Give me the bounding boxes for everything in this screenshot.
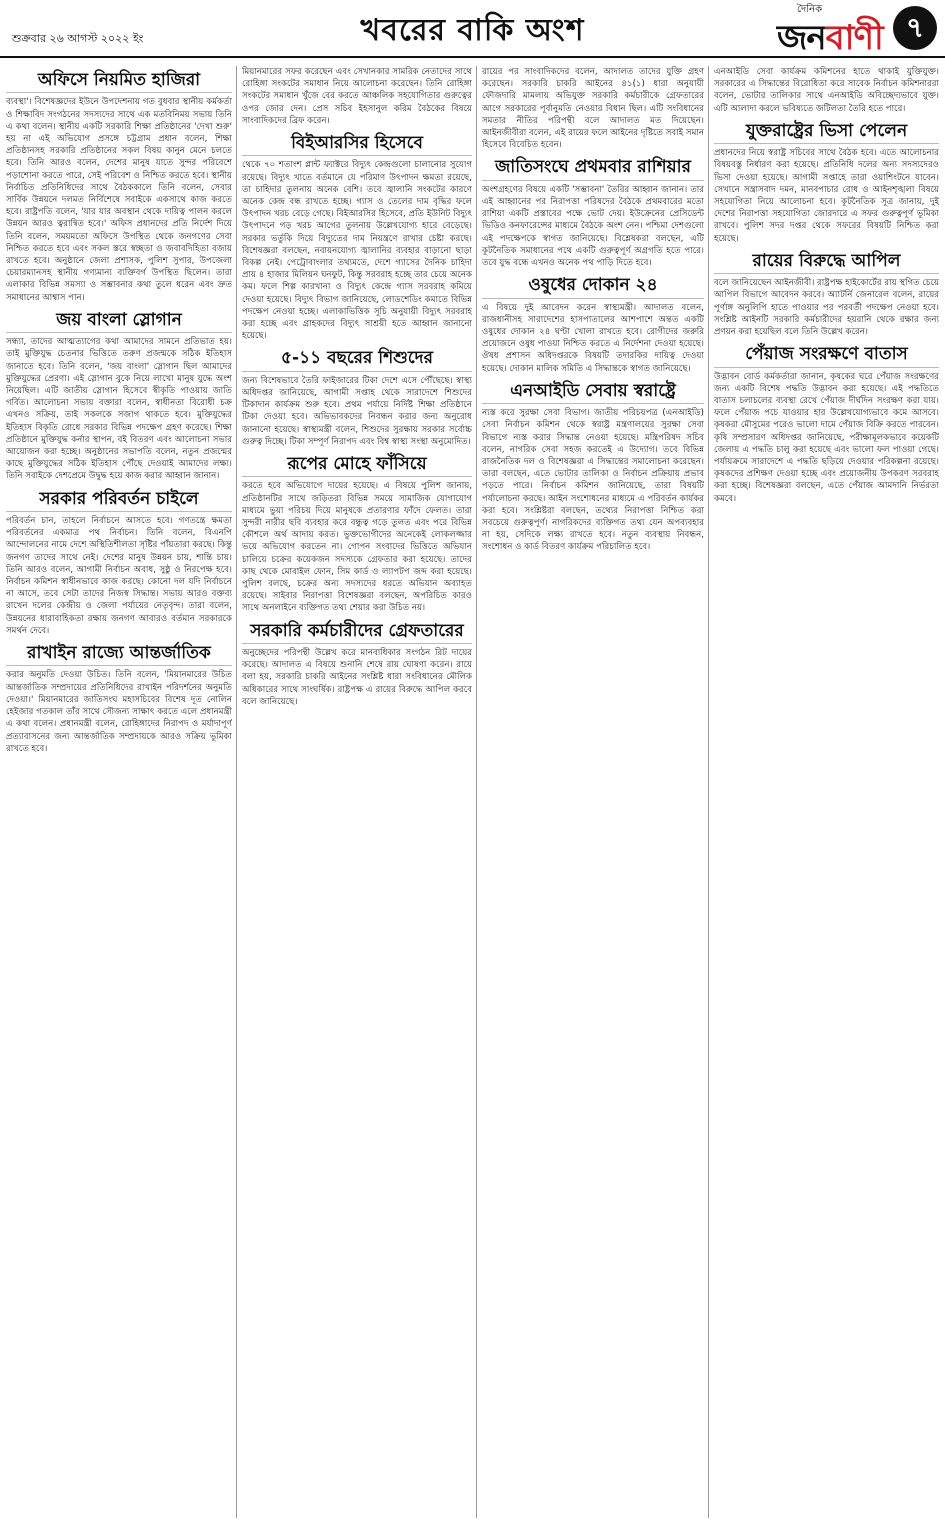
article-headline: জাতিসংঘে প্রথমবার রাশিয়ার [482, 157, 704, 180]
article-body: করার অনুমতি দেওয়া উচিত। তিনি বলেন, 'মিয়ানমারের উচিত আন্তর্জাতিক সম্প্রদায়ের প্রতিনিধিদের রাখাইন পরিদর্শনের অনুমতি দেওয়া।' মিয়ানমারের জাতিসংঘ মহাসচিবের বিশেষ দূত নোলিন হেইজার গতকাল তাঁর সাথে সৌজন্য সাক্ষাৎ করতে এলে প্রধানমন্ত্রী এ কথা বলেন। প্রধানমন্ত্রী বলেন, রোহিঙ্গাদের নিরাপদ ও মর্যাদাপূর্ণ প্রত্যাবাসনের জন্য আন্তর্জাতিক সম্প্রদায়কে আরও সক্রিয় ভূমিকা রাখতে হবে। [6, 670, 232, 754]
article [6, 489, 232, 637]
article-body: পরিবর্তন চান, তাহলে নির্বাচনে আসতে হবে। গণতন্ত্রে ক্ষমতা পরিবর্তনের একমাত্র পথ নির্বাচন। তিনি বলেন, বিএনপি আন্দোলনের নামে দেশে অস্থিতিশীলতা সৃষ্টির পাঁয়তারা করছে। কিন্তু জনগণ তাদের সাথে নেই। দেশের মানুষ উন্নয়ন চায়, শান্তি চায়। তিনি আরও বলেন, আগামী নির্বাচন অবাধ, সুষ্ঠু ও নিরপেক্ষ হবে। নির্বাচন কমিশন স্বাধীনভাবে কাজ করছে। কোনো দল যদি নির্বাচনে না আসে, তবে সেটা তাদের নিজস্ব সিদ্ধান্ত। সভায় আরও বক্তব্য রাখেন দলের কেন্দ্রীয় ও জেলা পর্যায়ের নেতৃবৃন্দ। তারা বলেন, উন্নয়নের ধারাবাহিকতা রক্ষায় জনগণ আবারও বর্তমান সরকারকে সমর্থন দেবে। [6, 516, 232, 636]
article-headline: যুক্তরাষ্ট্রের ভিসা পেলেন [714, 121, 939, 144]
article-body: করতে হবে অভিযোগে দায়ের হয়েছে। এ বিষয়ে পুলিশ জানায়, প্রতিষ্ঠানটির সাথে জড়িতরা বিভিন্ন সময়ে সামাজিক যোগাযোগ মাধ্যমে ভুয়া পরিচয় দিয়ে মানুষকে প্রতারণার ফাঁদে ফেলত। তারা সুন্দরী নারীর ছবি ব্যবহার করে বন্ধুত্ব গড়ে তুলত এবং পরে বিভিন্ন কৌশলে অর্থ আদায় করত। ভুক্তভোগীদের অনেকেই লোকলজ্জার ভয়ে অভিযোগ করতেন না। গোপন সংবাদের ভিত্তিতে অভিযান চালিয়ে চক্রের কয়েকজন সদস্যকে গ্রেফতার করা হয়েছে। তাদের কাছ থেকে মোবাইল ফোন, সিম কার্ড ও ল্যাপটপ জব্দ করা হয়েছে। পুলিশ বলছে, চক্রের অন্য সদস্যদের ধরতে অভিযান অব্যাহত রয়েছে। সাইবার নিরাপত্তা বিশেষজ্ঞরা বলছেন, অপরিচিত কারও সাথে অনলাইনে ব্যক্তিগত তথ্য শেয়ার করা উচিত নয়। [242, 481, 472, 614]
logo-name: জনবাণী [777, 18, 883, 58]
article-body: রায়ের পর সাংবাদিকদের বলেন, আদালত তাদের যুক্তি গ্রহণ করেছেন। সরকারি চাকরি আইনের ৪১(১) ধারা অনুযায়ী ফৌজদারি মামলায় অভিযুক্ত সরকারি কর্মচারীকে গ্রেফতারের আগে সরকারের পূর্বানুমতি নেওয়ার বিধান ছিল। এটি সংবিধানের সমতার নীতির পরিপন্থী বলে আদালত মত দিয়েছেন। আইনজীবীরা বলেন, এই রায়ের ফলে আইনের দৃষ্টিতে সবাই সমান হিসেবে বিবেচিত হবেন। [482, 67, 704, 151]
article [6, 643, 232, 755]
column-4 [708, 66, 939, 1518]
article-headline: সরকার পরিবর্তন চাইলে [6, 489, 232, 512]
article-body: থেকে ৭০ শতাংশ প্লান্ট ফ্যাক্টরে বিদ্যুৎ কেন্দ্রগুলো চালানোর সুযোগ রয়েছে। বিদ্যুৎ খাতে বর্তমানে যে পরিমাণ উৎপাদন ক্ষমতা রয়েছে, তা চাহিদার তুলনায় অনেক বেশি। তবে জ্বালানি সংকটের কারণে অনেক কেন্দ্র বন্ধ রাখতে হচ্ছে। গ্যাস ও তেলের দাম বৃদ্ধির ফলে উৎপাদন খরচ বেড়ে গেছে। বিইআরসির হিসেবে, প্রতি ইউনিট বিদ্যুৎ উৎপাদনে গড় খরচ আগের তুলনায় উল্লেখযোগ্য হারে বেড়েছে। সরকার ভর্তুকি দিয়ে বিদ্যুতের দাম নিয়ন্ত্রণে রাখার চেষ্টা করছে। বিশেষজ্ঞরা বলছেন, নবায়নযোগ্য জ্বালানির ব্যবহার বাড়ানো ছাড়া বিকল্প নেই। পেট্রোবাংলার তথ্যমতে, দেশে গ্যাসের দৈনিক চাহিদা প্রায় ৪ হাজার মিলিয়ন ঘনফুট, কিন্তু সরবরাহ হচ্ছে তার চেয়ে অনেক কম। ফলে শিল্প কারখানা ও বিদ্যুৎ কেন্দ্রে গ্যাস সরবরাহ কমিয়ে দেওয়া হয়েছে। বিদ্যুৎ বিভাগ জানিয়েছে, লোডশেডিং কমাতে বিভিন্ন পদক্ষেপ নেওয়া হচ্ছে। এলাকাভিত্তিক সূচি অনুযায়ী বিদ্যুৎ সরবরাহ করা হচ্ছে এবং গ্রাহকদের বিদ্যুৎ সাশ্রয়ী হতে আহ্বান জানানো হয়েছে। [242, 160, 472, 342]
article [482, 66, 704, 151]
article-headline: এনআইডি সেবায় স্বরাষ্ট্রে [482, 381, 704, 404]
article-headline: অফিসে নিয়মিত হাজিরা [6, 70, 232, 93]
article [242, 348, 472, 448]
publication-date: শুক্রবার ২৬ আগস্ট ২০২২ ইং [12, 32, 144, 45]
article-headline: পেঁয়াজ সংরক্ষণে বাতাস [714, 344, 939, 367]
article [482, 381, 704, 554]
page-header [0, 0, 945, 58]
article [242, 133, 472, 342]
article-body: এনআইডি সেবা কার্যক্রম কমিশনের হাতে থাকাই যুক্তিযুক্ত। সরকারের এ সিদ্ধান্তের বিরোধিতা করে সাবেক নির্বাচন কমিশনাররা বলেন, ভোটার তালিকার সাথে এনআইডি অবিচ্ছেদ্যভাবে যুক্ত। এটি আলাদা করলে ভবিষ্যতে জটিলতা তৈরি হতে পারে। [714, 67, 939, 114]
article [714, 66, 939, 115]
article-body: অংশগ্রহণের বিষয়ে একটি 'সম্ভাবনা' তৈরির আহ্বান জানান। তার এই আহ্বানের পর নিরাপত্তা পরিষদের বৈঠকে প্রথমবারের মতো রাশিয়া একটি প্রস্তাবের পক্ষে ভোট দেয়। ইউক্রেনের প্রেসিডেন্ট ভিডিও কনফারেন্সের মাধ্যমে বৈঠকে অংশ নেন। পশ্চিমা দেশগুলো এই পদক্ষেপকে স্বাগত জানিয়েছে। বিশ্লেষকরা বলছেন, এটি কূটনৈতিক সমাধানের পথে একটি গুরুত্বপূর্ণ অগ্রগতি হতে পারে। তবে যুদ্ধ বন্ধে এখনও অনেক পথ পাড়ি দিতে হবে। [482, 184, 704, 269]
section-title: খবরের বাকি অংশ [360, 13, 585, 48]
article-body: এ বিষয়ে দুই আবেদন করেন স্বাস্থ্যমন্ত্রী। আদালত বলেন, রাজধানীসহ সারাদেশের হাসপাতালের আশপাশে অন্তত একটি ওষুধের দোকান ২৪ ঘণ্টা খোলা রাখতে হবে। রোগীদের জরুরি প্রয়োজনে ওষুধ পাওয়া নিশ্চিত করতে এ নির্দেশনা দেওয়া হয়েছে। ঔষধ প্রশাসন অধিদপ্তরকে বিষয়টি তদারকির দায়িত্ব দেওয়া হয়েছে। দোকান মালিক সমিতি এ সিদ্ধান্তকে স্বাগত জানিয়েছে। [482, 302, 704, 374]
article-headline: ওষুধের দোকান ২৪ [482, 275, 704, 298]
article [482, 157, 704, 269]
article-headline: রূপের মোহে ফাঁসিয়ে [242, 454, 472, 477]
article [242, 621, 472, 708]
article-body: ন্যস্ত করে সুরক্ষা সেবা বিভাগ। জাতীয় পরিচয়পত্র (এনআইডি) সেবা নির্বাচন কমিশন থেকে স্বরাষ্ট্র মন্ত্রণালয়ের সুরক্ষা সেবা বিভাগে ন্যস্ত করার সিদ্ধান্ত নেওয়া হয়েছে। মন্ত্রিপরিষদ সচিব বলেন, নাগরিক সেবা সহজ করতেই এ উদ্যোগ। তবে বিভিন্ন রাজনৈতিক দল ও বিশেষজ্ঞরা এ সিদ্ধান্তের সমালোচনা করেছেন। তারা বলছেন, এতে ভোটার তালিকা ও নির্বাচন প্রক্রিয়ায় প্রভাব পড়তে পারে। নির্বাচন কমিশন জানিয়েছে, তারা বিষয়টি পর্যালোচনা করছে। আইন সংশোধনের মাধ্যমে এ পরিবর্তন কার্যকর করা হবে। সংশ্লিষ্টরা বলছেন, তথ্যের নিরাপত্তা নিশ্চিত করা সবচেয়ে গুরুত্বপূর্ণ। নাগরিকদের ব্যক্তিগত তথ্য যেন অপব্যবহার না হয়, সেদিকে লক্ষ্য রাখতে হবে। নতুন ব্যবস্থায় নিবন্ধন, সংশোধন ও কার্ড বিতরণ কার্যক্রম পরিচালিত হবে। [482, 408, 704, 553]
article-headline: রাখাইন রাজ্যে আন্তর্জাতিক [6, 643, 232, 666]
article [714, 344, 939, 505]
article-body: ব্যবস্থা'। বিশেষজ্ঞদের ইউনে উপদেশনায় গত বুধবার স্থানীয় কর্মকর্তা ও শিক্ষাবিদ সংগঠনের সদস্যদের সাথে এক মতবিনিময় সভায় তিনি এ কথা বলেন। স্থানীয় একটি সরকারি শিক্ষা প্রতিষ্ঠানের 'দেখা শুরু' হয় না এই অভিযোগ প্রসঙ্গে চট্টগ্রাম প্রধান বলেন, শিক্ষা প্রতিষ্ঠানসহ সরকারি প্রতিষ্ঠানের সকল বিষয় কানুন মেনে চলতে হবে। তিনি আরও বলেন, দেশের মানুষ যাতে সুন্দর পরিবেশে পড়াশোনা করতে পারে, সেই পরিবেশ ও নিশ্চিত করতে হবে। স্থানীয় নির্বাচিত প্রতিনিধিদের সাথে বৈঠককালে তিনি বলেন, সেবার সার্বিক উন্নয়নে দলমত নির্বিশেষে সবাইকে একসাথে কাজ করতে হবে। রাষ্ট্রপতি বলেন, 'যার যার অবস্থান থেকে দায়িত্ব পালন করলে উন্নয়ন আরও ত্বরান্বিত হবে।' অফিস প্রধানদের প্রতি নির্দেশ দিয়ে তিনি বলেন, সময়মতো অফিসে উপস্থিত থেকে জনগণের সেবা নিশ্চিত করতে হবে এবং সকল স্তরে স্বচ্ছতা ও জবাবদিহিতা বজায় রাখতে হবে। অনুষ্ঠানে জেলা প্রশাসক, পুলিশ সুপার, উপজেলা চেয়ারম্যানসহ স্থানীয় গণ্যমান্য ব্যক্তিবর্গ উপস্থিত ছিলেন। তারা এলাকার বিভিন্ন সমস্যা ও সম্ভাবনার কথা তুলে ধরেন এবং দ্রুত সমাধানের আশ্বাস পান। [6, 97, 232, 303]
article-headline: বিইআরসির হিসেবে [242, 133, 472, 156]
article-body: জন্য বিশেষভাবে তৈরি ফাইজারের টিকা দেশে এসে পৌঁছেছে। স্বাস্থ্য অধিদপ্তর জানিয়েছে, আগামী সপ্তাহ থেকে সারাদেশে শিশুদের টিকাদান কার্যক্রম শুরু হবে। প্রথম পর্যায়ে নির্দিষ্ট শিক্ষা প্রতিষ্ঠানে টিকা দেওয়া হবে। অভিভাবকদের নিবন্ধন করার জন্য অনুরোধ জানানো হয়েছে। স্বাস্থ্যমন্ত্রী বলেন, শিশুদের সুরক্ষায় সরকার সর্বোচ্চ গুরুত্ব দিচ্ছে। টিকা সম্পূর্ণ নিরাপদ এবং বিশ্ব স্বাস্থ্য সংস্থা অনুমোদিত। [242, 375, 472, 447]
article [6, 310, 232, 483]
article-headline: জয় বাংলা স্লোগান [6, 310, 232, 333]
article-headline: রায়ের বিরুদ্ধে আপিল [714, 251, 939, 274]
article [482, 275, 704, 375]
article-body: অনুচ্ছেদের পরিপন্থী উল্লেখ করে মানবাধিকার সংগঠন রিট দায়ের করেছে। আদালত এ বিষয়ে শুনানি শেষে রায় ঘোষণা করেন। রায়ে বলা হয়, সরকারি চাকরি আইনের সংশ্লিষ্ট ধারা সংবিধানের মৌলিক অধিকারের সাথে সাংঘর্ষিক। রাষ্ট্রপক্ষ এ রায়ের বিরুদ্ধে আপিল করবে বলে জানিয়েছে। [242, 648, 472, 707]
article-headline: ৫-১১ বছরের শিশুদের [242, 348, 472, 371]
article [242, 454, 472, 615]
article-body: মিয়ানমারের সফর করেছেন এবং সেখানকার সামরিক নেতাদের সাথে রোহিঙ্গা সংকটের সমাধান নিয়ে আলোচনা করেছেন। তিনি রোহিঙ্গা সংকটের সমাধান খুঁজে বের করতে আঞ্চলিক সহযোগিতার গুরুত্বের ওপর জোর দেন। প্রেস সচিব ইহসানুল করিম বৈঠকের বিষয়ে সাংবাদিকদের ব্রিফ করেন। [242, 67, 472, 126]
article [714, 121, 939, 245]
page-number: ৭ [893, 6, 937, 50]
logo-daily-label: দৈনিক [797, 4, 823, 15]
article [242, 66, 472, 127]
article [714, 251, 939, 338]
article [6, 70, 232, 304]
article-body: সন্ধ্যা, তাদের আত্মত্যাগের কথা আমাদের সামনে প্রতিভাত হয়। তাই মুক্তিযুদ্ধ চেতনার ভিত্তিতে তরুণ প্রজন্মকে সঠিক ইতিহাস জানাতে হবে। তিনি বলেন, 'জয় বাংলা' স্লোগান ছিল আমাদের মুক্তিযুদ্ধের প্রেরণা। এই স্লোগান বুকে নিয়ে লাখো মানুষ যুদ্ধে অংশ নিয়েছিল। এটি জাতীয় স্লোগান হিসেবে স্বীকৃতি পাওয়ায় জাতি গর্বিত। আলোচনা সভায় বক্তারা বলেন, স্বাধীনতা বিরোধী চক্র এখনও সক্রিয়, তাই সকলকে সজাগ থাকতে হবে। মুক্তিযুদ্ধের ইতিহাস বিকৃতি রোধে সরকার বিভিন্ন পদক্ষেপ গ্রহণ করেছে। শিক্ষা প্রতিষ্ঠানে মুক্তিযুদ্ধ কর্নার স্থাপন, বই বিতরণ এবং আলোচনা সভার আয়োজন করা হচ্ছে। অনুষ্ঠানের সভাপতি বলেন, নতুন প্রজন্মের কাছে মুক্তিযুদ্ধের সঠিক ইতিহাস পৌঁছে দেওয়াই আমাদের লক্ষ্য। তিনি সবাইকে দেশপ্রেমে উদ্বুদ্ধ হয়ে কাজ করার আহ্বান জানান। [6, 337, 232, 482]
column-3 [476, 66, 704, 1518]
column-1 [6, 66, 232, 1518]
article-body: উদ্ভাবন বোর্ড কর্মকর্তারা জানান, কৃষকের ঘরে পেঁয়াজ সংরক্ষণের জন্য একটি বিশেষ পদ্ধতি উদ্ভাবন করা হয়েছে। এই পদ্ধতিতে বাতাস চলাচলের ব্যবস্থা রেখে পেঁয়াজ দীর্ঘদিন সংরক্ষণ করা যায়। ফলে পেঁয়াজ পচে যাওয়ার হার উল্লেখযোগ্যভাবে কমে আসবে। কৃষকরা মৌসুমের পরেও ভালো দামে পেঁয়াজ বিক্রি করতে পারবেন। কৃষি সম্প্রসারণ অধিদপ্তর জানিয়েছে, পরীক্ষামূলকভাবে কয়েকটি জেলায় এ পদ্ধতি চালু করা হয়েছে এবং ভালো ফল পাওয়া গেছে। পর্যায়ক্রমে সারাদেশে এ পদ্ধতি ছড়িয়ে দেওয়ার পরিকল্পনা রয়েছে। কৃষকদের প্রশিক্ষণ দেওয়া হচ্ছে এবং প্রয়োজনীয় উপকরণ সরবরাহ করা হচ্ছে। বিশেষজ্ঞরা বলছেন, এতে পেঁয়াজ আমদানি নির্ভরতা কমবে। [714, 371, 939, 504]
article-body: বলে জানিয়েছেন আইনজীবী। রাষ্ট্রপক্ষ হাইকোর্টের রায় স্থগিত চেয়ে আপিল বিভাগে আবেদন করবে। অ্যাটর্নি জেনারেল বলেন, রায়ের পূর্ণাঙ্গ অনুলিপি হাতে পাওয়ার পর পরবর্তী পদক্ষেপ নেওয়া হবে। সংশ্লিষ্ট আইনটি সরকারি কর্মচারীদের হয়রানি থেকে রক্ষার জন্য প্রণয়ন করা হয়েছিল বলে তিনি উল্লেখ করেন। [714, 278, 939, 338]
newspaper-logo [767, 2, 937, 56]
column-2 [236, 66, 472, 1518]
article-headline: সরকারি কর্মচারীদের গ্রেফতারের [242, 621, 472, 644]
article-body: প্রধানদের নিয়ে স্বরাষ্ট্র সচিবের সাথে বৈঠক হবে। এতে আলোচনার বিষয়বস্তু নির্ধারণ করা হয়েছে। প্রতিনিধি দলের অন্য সদস্যদেরও ভিসা দেওয়া হয়েছে। আগামী সপ্তাহে তারা ওয়াশিংটনে যাবেন। সেখানে সন্ত্রাসবাদ দমন, মানবপাচার রোধ ও আইনশৃঙ্খলা বিষয়ে সহযোগিতা নিয়ে আলোচনা হবে। কূটনৈতিক সূত্র জানায়, দুই দেশের নিরাপত্তা সহযোগিতা জোরদারে এ সফর গুরুত্বপূর্ণ ভূমিকা রাখবে। পুলিশ সদর দপ্তর থেকে সফরের বিষয়টি নিশ্চিত করা হয়েছে। [714, 148, 939, 244]
